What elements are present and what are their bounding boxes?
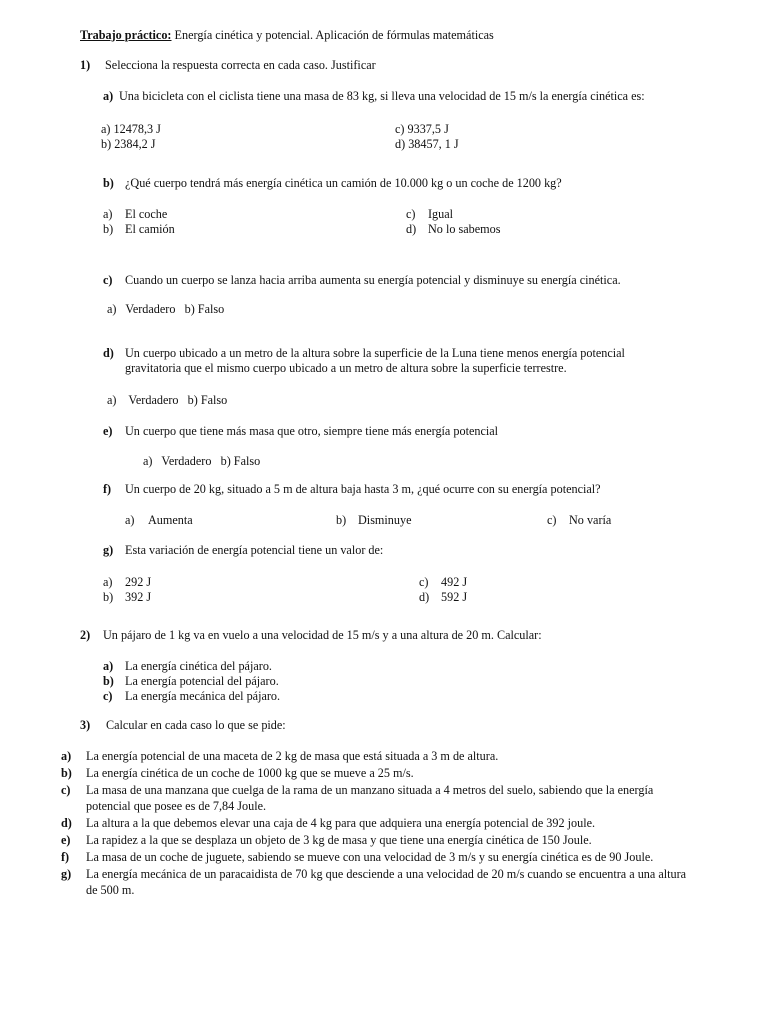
q1-text: Selecciona la respuesta correcta en cada caso. Justificar (105, 58, 376, 72)
q2-item-c-text: La energía mecánica del pájaro. (125, 689, 281, 703)
q3-number: 3) (80, 718, 91, 732)
q3b-letter: b) (61, 766, 72, 780)
page-title (80, 28, 494, 43)
q1e-text: Un cuerpo que tiene más masa que otro, siempre tiene más energía potencial (125, 424, 499, 438)
q1b-option-d-text: No lo sabemos (428, 222, 501, 236)
q1b-letter: b) (103, 176, 114, 190)
q1f-option-b-text: Disminuye (358, 513, 412, 527)
q1f-option-b-letter: b) (336, 513, 347, 527)
q1g-option-d-text: 592 J (441, 590, 468, 604)
q1b-option-a-letter: a) (103, 207, 113, 221)
q3d-text: La altura a la que debemos elevar una caja de 4 kg para que adquiera una energía potencial de 392 joule. (86, 816, 596, 830)
q1a-text: Una bicicleta con el ciclista tiene una masa de 83 kg, si lleva una velocidad de 15 m/s la energía cinética es: (119, 89, 645, 103)
q3e-text: La rapidez a la que se desplaza un objeto de 3 kg de masa y que tiene una energía cinética de 150 Joule. (86, 833, 592, 847)
title-prefix: Trabajo práctico: (80, 28, 172, 42)
q1a-option-c: c) 9337,5 J (395, 122, 449, 136)
q1c-letter: c) (103, 273, 113, 287)
q3f-letter: f) (61, 850, 70, 864)
q1f-text: Un cuerpo de 20 kg, situado a 5 m de altura baja hasta 3 m, ¿qué ocurre con su energía potencial? (125, 482, 601, 496)
q3g-text-line2: de 500 m. (86, 883, 135, 897)
q2-item-a-letter: a) (103, 659, 114, 673)
q3-text: Calcular en cada caso lo que se pide: (106, 718, 286, 732)
q3b-text: La energía cinética de un coche de 1000 kg que se mueve a 25 m/s. (86, 766, 414, 780)
q1g-option-b-text: 392 J (125, 590, 152, 604)
q1b-option-b-letter: b) (103, 222, 114, 236)
q1c-text: Cuando un cuerpo se lanza hacia arriba aumenta su energía potencial y disminuye su energía cinética. (125, 273, 621, 287)
q1d-text-line1: Un cuerpo ubicado a un metro de la altura sobre la superficie de la Luna tiene menos energía potencial (125, 346, 625, 360)
q1b-option-d-letter: d) (406, 222, 417, 236)
q1d-text-line2: gravitatoria que el mismo cuerpo ubicado a un metro de altura sobre la superficie terrestre. (125, 361, 567, 375)
q3a-text: La energía potencial de una maceta de 2 kg de masa que está situada a 3 m de altura. (86, 749, 499, 763)
q1g-option-d-letter: d) (419, 590, 430, 604)
q1e-letter: e) (103, 424, 113, 438)
q2-item-b-text: La energía potencial del pájaro. (125, 674, 279, 688)
q2-text: Un pájaro de 1 kg va en vuelo a una velocidad de 15 m/s y a una altura de 20 m. Calcular: (103, 628, 542, 642)
q1d-options: a) Verdadero b) Falso (107, 393, 228, 407)
q1c-options: a) Verdadero b) Falso (107, 302, 225, 316)
q3f-text: La masa de un coche de juguete, sabiendo se mueve con una velocidad de 3 m/s y su energía cinética es de 90 Joule. (86, 850, 654, 864)
q1b-option-a-text: El coche (125, 207, 168, 221)
q3c-text-line1: La masa de una manzana que cuelga de la rama de un manzano situada a 4 metros del suelo, sabiendo que la energía (86, 783, 654, 797)
q2-number: 2) (80, 628, 91, 642)
title-rest: Energía cinética y potencial. Aplicación de fórmulas matemáticas (171, 28, 494, 42)
q1e-options: a) Verdadero b) Falso (143, 454, 261, 468)
q1f-option-c-letter: c) (547, 513, 557, 527)
q1f-option-c-text: No varía (569, 513, 612, 527)
q3g-letter: g) (61, 867, 72, 881)
q3c-text-line2: potencial que posee es de 7,84 Joule. (86, 799, 267, 813)
q1f-letter: f) (103, 482, 112, 496)
q2-item-b-letter: b) (103, 674, 114, 688)
q1a-letter: a) (103, 89, 114, 103)
q1g-letter: g) (103, 543, 114, 557)
q1g-option-c-letter: c) (419, 575, 429, 589)
q1b-option-b-text: El camión (125, 222, 175, 236)
q3d-letter: d) (61, 816, 72, 830)
q1b-option-c-letter: c) (406, 207, 416, 221)
q1g-text: Esta variación de energía potencial tiene un valor de: (125, 543, 384, 557)
q1a-option-a: a) 12478,3 J (101, 122, 161, 136)
q1f-option-a-letter: a) (125, 513, 135, 527)
q2-item-a-text: La energía cinética del pájaro. (125, 659, 272, 673)
q1f-option-a-text: Aumenta (148, 513, 193, 527)
q1-number: 1) (80, 58, 91, 72)
q1b-text: ¿Qué cuerpo tendrá más energía cinética un camión de 10.000 kg o un coche de 1200 kg? (125, 176, 562, 190)
q1g-option-a-text: 292 J (125, 575, 152, 589)
q2-item-c-letter: c) (103, 689, 113, 703)
q3c-letter: c) (61, 783, 71, 797)
q1d-letter: d) (103, 346, 114, 360)
q1a-option-b: b) 2384,2 J (101, 137, 156, 151)
q1a-option-d: d) 38457, 1 J (395, 137, 459, 151)
q1b-option-c-text: Igual (428, 207, 454, 221)
q3a-letter: a) (61, 749, 72, 763)
q1g-option-b-letter: b) (103, 590, 114, 604)
q1g-option-c-text: 492 J (441, 575, 468, 589)
q3g-text-line1: La energía mecánica de un paracaidista de 70 kg que desciende a una velocidad de 20 m/s cuando se encuentra a una altura (86, 867, 687, 881)
q3e-letter: e) (61, 833, 71, 847)
q1g-option-a-letter: a) (103, 575, 113, 589)
